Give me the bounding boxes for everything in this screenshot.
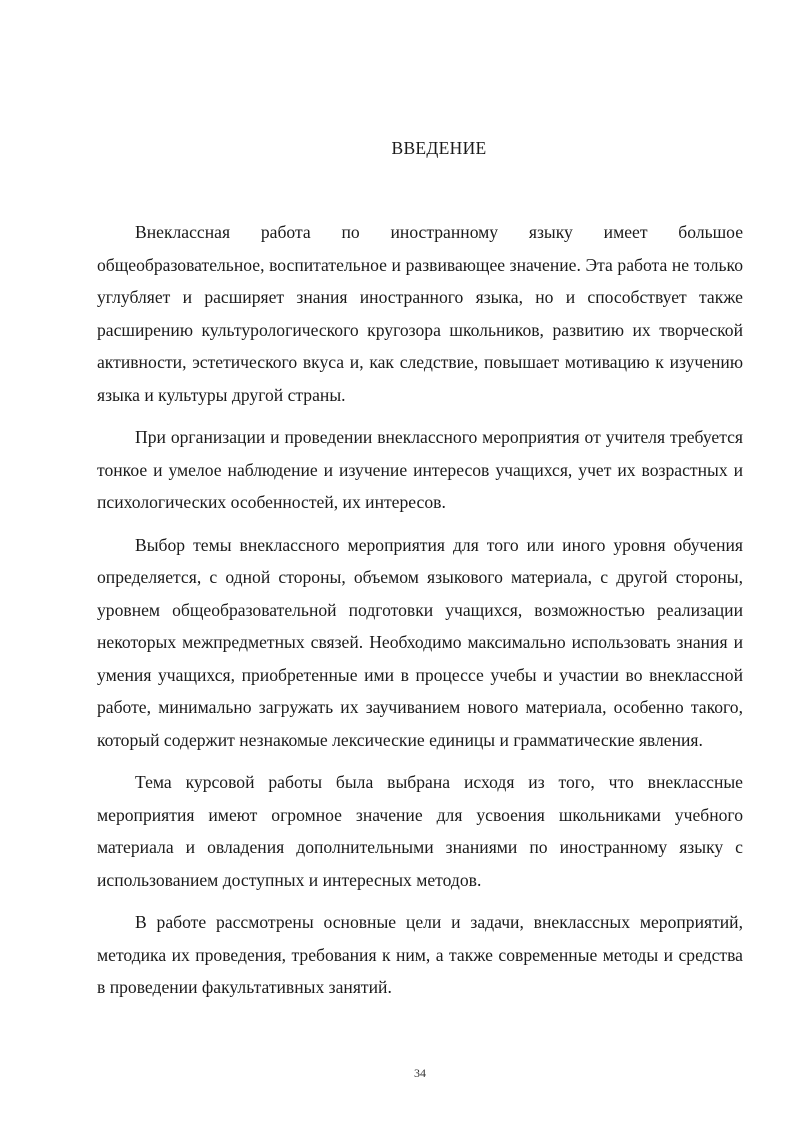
- paragraph-4: Тема курсовой работы была выбрана исходя из того, что внеклассные мероприятия имеют огромное значение для усвоения школьниками учебного материала и овладения дополнительными знаниями по иностранному языку с использованием доступных и интересных методов.: [97, 772, 743, 890]
- page-title: ВВЕДЕНИЕ: [391, 138, 487, 158]
- body-text: [97, 216, 743, 1014]
- page-number: 34: [414, 1066, 426, 1080]
- paragraph-2: При организации и проведении внеклассного мероприятия от учителя требуется тонкое и умелое наблюдение и изучение интересов учащихся, учет их возрастных и психологических особенностей, их интересов.: [97, 427, 743, 512]
- paragraph-5: В работе рассмотрены основные цели и задачи, внеклассных мероприятий, методика их проведения, требования к ним, а также современные методы и средства в проведении факультативных занятий.: [97, 912, 743, 997]
- paragraph-3: Выбор темы внеклассного мероприятия для того или иного уровня обучения определяется, с одной стороны, объемом языкового материала, с другой стороны, уровнем общеобразовательной подготовки учащихся, возможностью реализации некоторых межпредметных связей. Необходимо максимально использовать знания и умения учащихся, приобретенные ими в процессе учебы и участии во внеклассной работе, минимально загружать их заучиванием нового материала, особенно такого, который содержит незнакомые лексические единицы и грамматические явления.: [97, 534, 743, 750]
- paragraph-1: Внеклассная работа по иностранному языку имеет большое общеобразовательное, воспитательное и развивающее значение. Эта работа не только углубляет и расширяет знания иностранного языка, но и способствует также расширению культурологического кругозора школьников, развитию их творческой активности, эстетического вкуса и, как следствие, повышает мотивацию к изучению языка и культуры другой страны.: [97, 222, 743, 405]
